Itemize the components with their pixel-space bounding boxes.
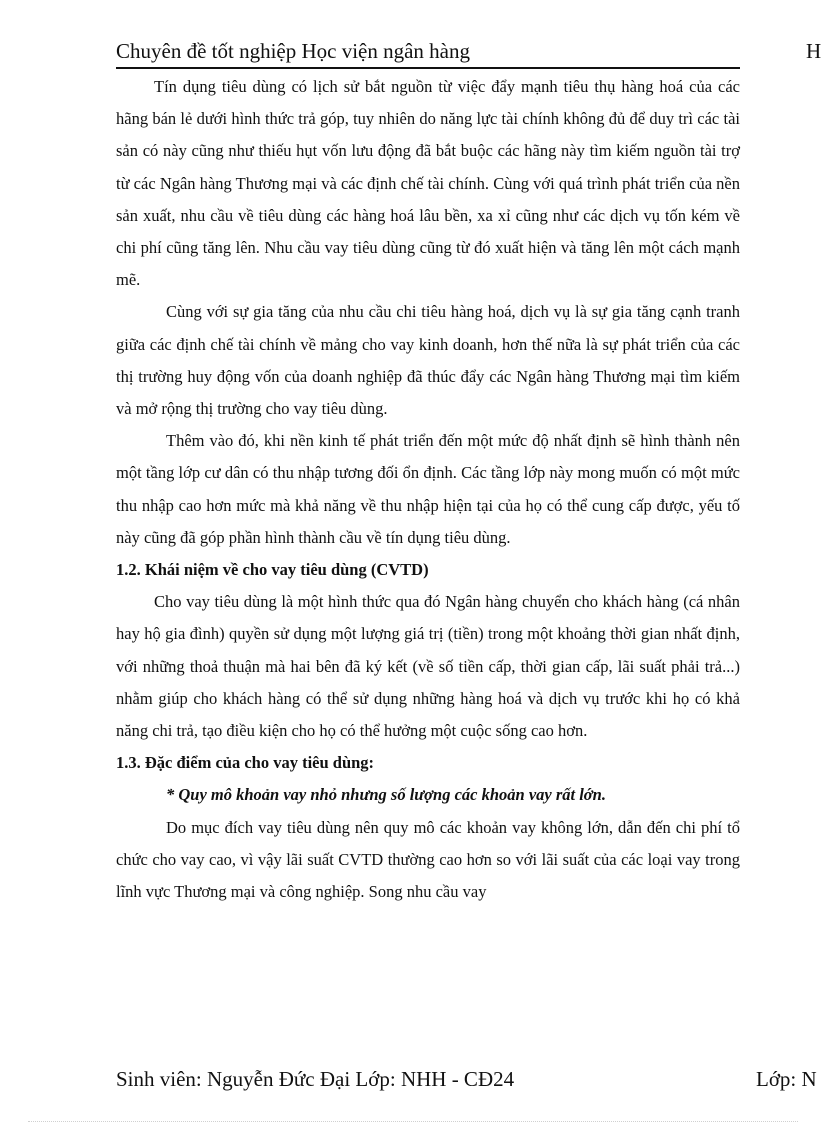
footer-right-fragment: Lớp: N — [756, 1067, 817, 1091]
paragraph-income: Thêm vào đó, khi nền kinh tế phát triển đến một mức độ nhất định sẽ hình thành nên một tầng lớp cư dân có thu nhập tương đối ổn định. Các tầng lớp này mong muốn có một mức thu nhập cao hơn mức mà khả năng về thu nhập hiện tại của họ có thể cung cấp được, yếu tố này cũng đã góp phần hình thành cầu về tín dụng tiêu dùng. — [116, 431, 740, 547]
heading-1-2: 1.2. Khái niệm về cho vay tiêu dùng (CVTD) — [116, 560, 429, 580]
page-divider — [28, 1121, 798, 1122]
subheading-loan-scale: * Quy mô khoản vay nhỏ nhưng số lượng các khoản vay rất lớn. — [166, 785, 606, 805]
page-header — [116, 36, 740, 69]
paragraph-competition: Cùng với sự gia tăng của nhu cầu chi tiêu hàng hoá, dịch vụ là sự gia tăng cạnh tranh giữa các định chế tài chính về mảng cho vay kinh doanh, hơn thế nữa là sự phát triển của các thị trường huy động vốn của doanh nghiệp đã thúc đẩy các Ngân hàng Thương mại tìm kiếm và mở rộng thị trường cho vay tiêu dùng. — [116, 302, 740, 419]
paragraph-definition: Cho vay tiêu dùng là một hình thức qua đó Ngân hàng chuyển cho khách hàng (cá nhân hay hộ gia đình) quyền sử dụng một lượng giá trị (tiền) trong một khoảng thời gian nhất định, với những thoả thuận mà hai bên đã ký kết (về số tiền cấp, thời gian cấp, lãi suất phải trả...) nhằm giúp cho khách hàng có thể sử dụng những hàng hoá và dịch vụ trước khi họ có khả năng chi trả, tạo điều kiện cho họ có thể hưởng một cuộc sống cao hơn. — [116, 592, 740, 741]
header-right-fragment: H — [806, 39, 821, 63]
paragraph-origin: Tín dụng tiêu dùng có lịch sử bắt nguồn từ việc đẩy mạnh tiêu thụ hàng hoá của các hãng bán lẻ dưới hình thức trả góp, tuy nhiên do năng lực tài chính không đủ để duy trì các tài sản có này cũng như thiếu hụt vốn lưu động đã bắt buộc các hãng này tìm kiếm nguồn tài trợ từ các Ngân hàng Thương mại và các định chế tài chính. Cùng với quá trình phát triển của nền sản xuất, nhu cầu về tiêu dùng các hàng hoá lâu bền, xa xỉ cũng như các dịch vụ tốn kém về chi phí cũng tăng lên. Nhu cầu vay tiêu dùng cũng từ đó xuất hiện và tăng lên một cách mạnh mẽ. — [116, 77, 740, 290]
header-title: Chuyên đề tốt nghiệp Học viện ngân hàng — [116, 39, 471, 63]
heading-1-3: 1.3. Đặc điểm của cho vay tiêu dùng: — [116, 753, 375, 773]
paragraph-loan-scale: Do mục đích vay tiêu dùng nên quy mô các khoản vay không lớn, dẫn đến chi phí tổ chức cho vay cao, vì vậy lãi suất CVTD thường cao hơn so với lãi suất của các loại vay trong lĩnh vực Thương mại và công nghiệp. Song nhu cầu vay — [116, 817, 740, 902]
document-body — [116, 71, 740, 908]
footer-student: Sinh viên: Nguyễn Đức Đại Lớp: NHH - CĐ24 — [116, 1067, 515, 1091]
